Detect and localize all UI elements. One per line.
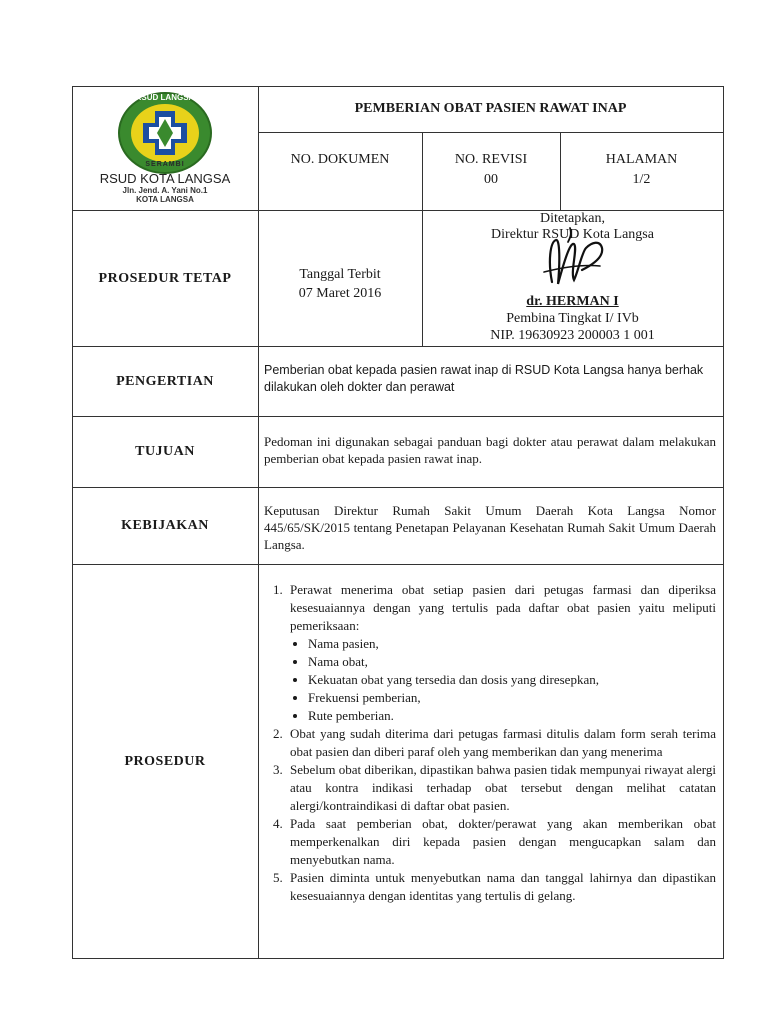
document-title: PEMBERIAN OBAT PASIEN RAWAT INAP (354, 101, 627, 116)
list-item: • Nama obat, (308, 653, 716, 671)
procedure-steps (260, 581, 716, 905)
signer-nip: NIP. 19630923 200003 1 001 (490, 328, 655, 343)
hospital-name: RSUD KOTA LANGSA (99, 171, 231, 186)
list-item: • Frekuensi pemberian, (308, 689, 716, 707)
title-divider (258, 132, 724, 133)
page-value: 1/2 (632, 172, 651, 187)
procedure-step-4 (286, 815, 716, 869)
revision-value: 00 (484, 172, 498, 187)
hospital-address-street: Jln. Jend. A. Yani No.1 (122, 186, 208, 195)
signer-name: dr. HERMAN I (526, 294, 619, 309)
section-label-kebijakan: KEBIJAKAN (121, 518, 209, 533)
procedure-step-2 (286, 725, 716, 761)
tujuan-text: Pedoman ini digunakan sebagai panduan bagi dokter atau perawat dalam melakukan pemberian obat kepada pasien rawat inap. (264, 434, 716, 466)
logo-bottom-text: SERAMBI (145, 161, 185, 168)
logo-top-text: RSUD LANGSA (135, 93, 195, 102)
table-right-border (723, 86, 724, 959)
list-item: • Kekuatan obat yang tersedia dan dosis yang diresepkan, (308, 671, 716, 689)
revision-label: NO. REVISI (454, 152, 528, 167)
signer-rank: Pembina Tingkat I/ IVb (506, 311, 639, 326)
section-label-prosedur: PROSEDUR (124, 753, 206, 769)
procedure-step-3-text: Sebelum obat diberikan, dipastikan bahwa pasien tidak mempunyai riwayat alergi atau kontra indikasi terhadap obat tersebut dengan melihat catatan alergi/kontraindikasi di daftar obat pasien. (290, 762, 716, 813)
section-label-pengertian: PENGERTIAN (116, 373, 214, 389)
page-column-divider (560, 132, 561, 210)
signature-icon (530, 222, 620, 302)
doc-number-label: NO. DOKUMEN (290, 152, 390, 167)
hospital-logo-block (72, 87, 258, 210)
procedure-list (260, 581, 716, 905)
procedure-step-4-text: Pada saat pemberian obat, dokter/perawat yang akan memberikan obat memperkenalkan diri kepada pasien dengan mengucapkan salam dan menyebutkan nama. (290, 816, 716, 867)
label-column-divider (258, 86, 259, 959)
issue-date-value: 07 Maret 2016 (298, 286, 382, 301)
procedure-step-1 (286, 581, 716, 725)
list-item: • Nama pasien, (308, 635, 716, 653)
approval-position: Direktur RSUD Kota Langsa (491, 227, 654, 242)
procedure-step-1-text: Perawat menerima obat setiap pasien dari petugas farmasi dan diperiksa kesesuaiannya dengan yang tertulis pada daftar obat pasien yaitu meliputi pemeriksaan: (290, 582, 716, 633)
pengertian-text: Pemberian obat kepada pasien rawat inap di RSUD Kota Langsa hanya berhak dilakukan oleh dokter dan perawat (264, 363, 704, 394)
issue-date-label: Tanggal Terbit (299, 267, 381, 282)
hospital-address-city: KOTA LANGSA (136, 195, 194, 204)
section-label-tujuan: TUJUAN (135, 444, 195, 459)
kebijakan-text: Keputusan Direktur Rumah Sakit Umum Daerah Kota Langsa Nomor 445/65/SK/2015 tentang Penetapan Pelayanan Kesehatan Rumah Sakit Umum Daerah Langsa. (264, 503, 716, 552)
revision-column-divider (422, 132, 423, 210)
procedure-step-5 (286, 869, 716, 905)
approval-set-by: Ditetapkan, (540, 211, 605, 226)
table-bottom-border (72, 958, 724, 959)
procedure-step-1-checklist (290, 635, 716, 725)
procedure-step-5-text: Pasien diminta untuk menyebutkan nama dan tanggal lahirnya dan dipastikan kesesuaiannya dengan identitas yang tertulis di gelang. (290, 870, 716, 903)
list-item: • Rute pemberian. (308, 707, 716, 725)
procedure-step-2-text: Obat yang sudah diterima dari petugas farmasi ditulis dalam form serah terima obat pasien dan diberi paraf oleh yang memberikan dan yang menerima (290, 726, 716, 759)
page-label: HALAMAN (605, 152, 678, 167)
procedure-step-3 (286, 761, 716, 815)
section-label-prosedur-tetap: PROSEDUR TETAP (98, 270, 232, 286)
